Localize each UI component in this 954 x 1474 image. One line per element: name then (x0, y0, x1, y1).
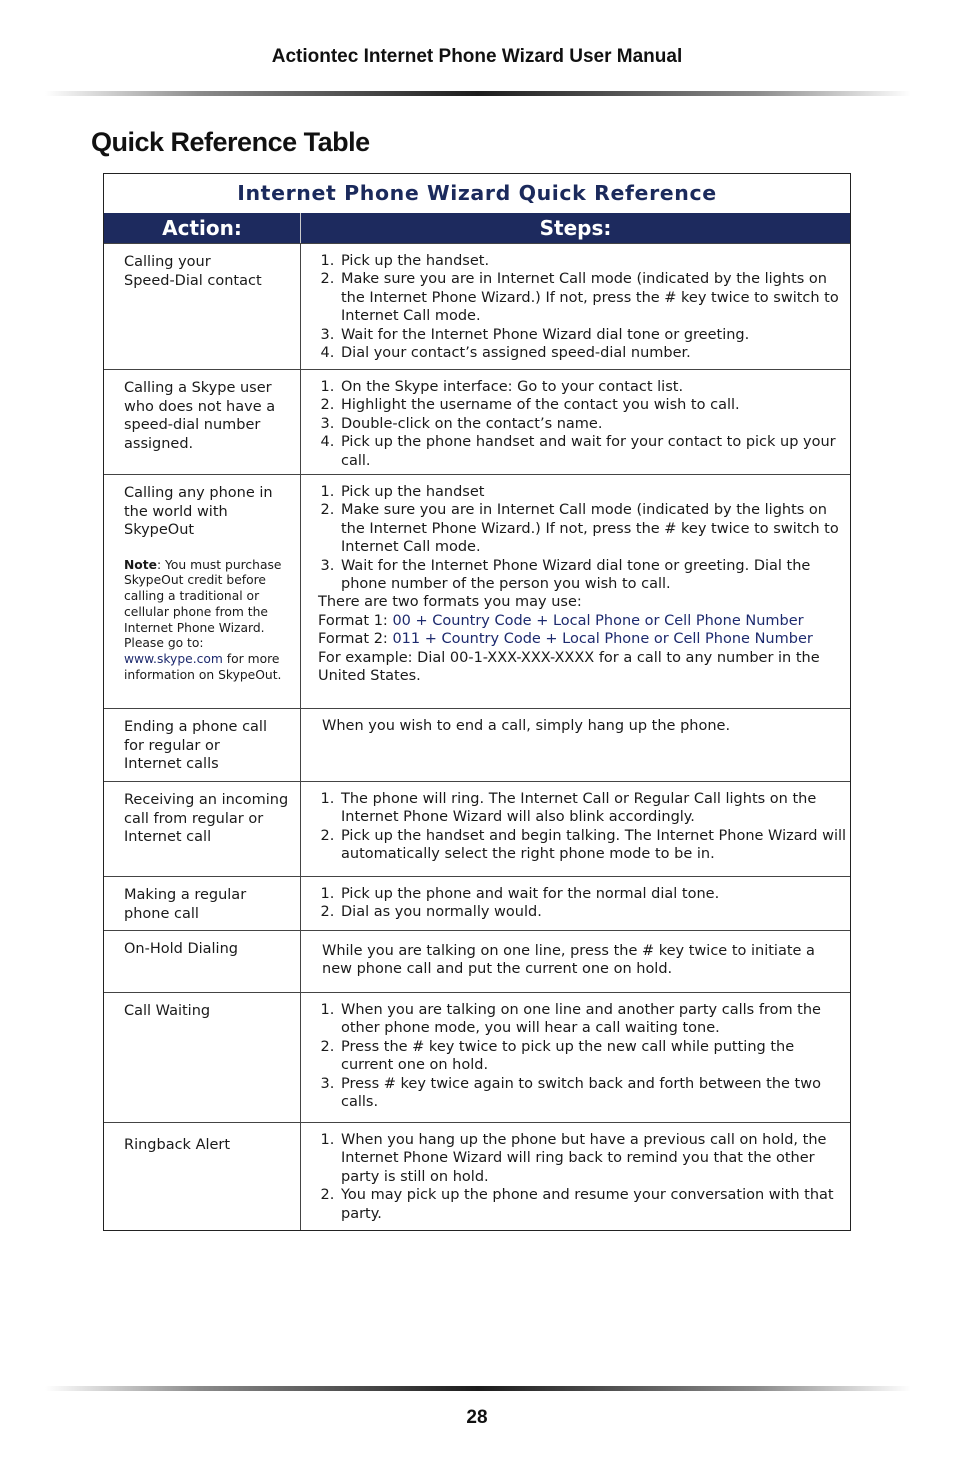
steps-cell (301, 877, 850, 930)
step-item: 1. On the Skype interface: Go to your contact list. (339, 378, 848, 396)
table-row (104, 992, 850, 1122)
table-row (104, 708, 850, 781)
action-cell: On-Hold Dialing (104, 931, 301, 992)
table-header-row (104, 213, 850, 243)
action-cell: Ending a phone call for regular or Internet calls (104, 709, 301, 781)
action-cell: Calling your Speed-Dial contact (104, 244, 301, 369)
steps-cell (301, 475, 850, 708)
step-item: 2. Press the # key twice to pick up the new call while putting the current one on hold. (339, 1038, 848, 1075)
action-label: Calling any phone in the world with SkypeOut (124, 485, 273, 538)
format-2 (318, 630, 848, 648)
step-item: 1. When you hang up the phone but have a previous call on hold, the Internet Phone Wizard will ring back to remind you that the other party is still on hold. (339, 1131, 848, 1186)
step-item: 2. Make sure you are in Internet Call mode (indicated by the lights on the Internet Phone Wizard.) If not, press the # key twice to switch to Internet Call mode. (339, 501, 848, 556)
steps-cell (301, 1123, 850, 1230)
table-caption: Internet Phone Wizard Quick Reference (237, 181, 717, 205)
format-2-value: 011 + Country Code + Local Phone or Cell Phone Number (392, 631, 813, 648)
step-text: While you are talking on one line, press the # key twice to initiate a new phone call and put the current one on hold. (322, 943, 815, 978)
step-text: When you wish to end a call, simply hang up the phone. (322, 718, 731, 734)
action-cell (104, 475, 301, 708)
format-1-value: 00 + Country Code + Local Phone or Cell Phone Number (392, 612, 804, 629)
step-item: 3. Double-click on the contact’s name. (339, 415, 848, 433)
action-cell: Ringback Alert (104, 1123, 301, 1230)
step-item: 2. You may pick up the phone and resume your conversation with that party. (339, 1186, 848, 1223)
table-row (104, 474, 850, 708)
skypeout-note (124, 558, 296, 684)
column-header-steps: Steps: (539, 216, 612, 240)
step-item: 2. Highlight the username of the contact you wish to call. (339, 396, 848, 414)
quick-reference-table (103, 173, 851, 1231)
step-item: 3. Wait for the Internet Phone Wizard dial tone or greeting. Dial the phone number of the person you wish to call. (339, 557, 848, 594)
step-item: 1. Pick up the handset. (339, 252, 848, 270)
step-item: 4. Dial your contact’s assigned speed-dial number. (339, 344, 848, 362)
format-1 (318, 612, 848, 630)
page-number: 28 (466, 1407, 488, 1428)
note-tail: for more information on SkypeOut. (124, 652, 282, 683)
table-row (104, 930, 850, 992)
format-2-label: Format 2: (318, 631, 393, 648)
step-item: 3. Press # key twice again to switch back and forth between the two calls. (339, 1075, 848, 1112)
table-row (104, 369, 850, 474)
note-text: : You must purchase SkypeOut credit before calling a traditional or cellular phone from the Internet Phone Wizard. Please go to: (124, 557, 282, 651)
skype-link[interactable]: www.skype.com (124, 652, 223, 667)
header-divider (45, 91, 911, 96)
step-item: 2. Pick up the handset and begin talking. The Internet Phone Wizard will automatically select the right phone mode to be in. (339, 827, 848, 864)
steps-cell (301, 370, 850, 474)
steps-cell (301, 782, 850, 876)
dial-example: For example: Dial 00-1-XXX-XXX-XXXX for a call to any number in the United States. (318, 649, 820, 685)
formats-intro: There are two formats you may use: (318, 594, 582, 611)
steps-cell (301, 244, 850, 369)
manual-title: Actiontec Internet Phone Wizard User Manual (271, 46, 683, 67)
steps-cell (301, 993, 850, 1122)
column-header-action: Action: (104, 213, 301, 243)
section-title: Quick Reference Table (91, 127, 370, 157)
step-item: 1. Pick up the handset (339, 483, 848, 501)
step-item: 1. Pick up the phone and wait for the normal dial tone. (339, 885, 848, 903)
step-item: 3. Wait for the Internet Phone Wizard dial tone or greeting. (339, 326, 848, 344)
action-cell: Calling a Skype user who does not have a speed-dial number assigned. (104, 370, 301, 474)
step-item: 2. Make sure you are in Internet Call mode (indicated by the lights on the Internet Phone Wizard.) If not, press the # key twice to switch to Internet Call mode. (339, 270, 848, 325)
note-label: Note (124, 557, 157, 572)
action-cell: Receiving an incoming call from regular or Internet call (104, 782, 301, 876)
step-item: 2. Dial as you normally would. (339, 903, 848, 921)
step-item: 1. When you are talking on one line and another party calls from the other phone mode, you will hear a call waiting tone. (339, 1001, 848, 1038)
table-row (104, 243, 850, 369)
format-1-label: Format 1: (318, 612, 393, 629)
action-cell: Call Waiting (104, 993, 301, 1122)
footer-divider (45, 1386, 911, 1391)
steps-cell (301, 709, 850, 781)
table-row (104, 1122, 850, 1230)
step-item: 1. The phone will ring. The Internet Call or Regular Call lights on the Internet Phone Wizard will also blink accordingly. (339, 790, 848, 827)
steps-cell (301, 931, 850, 992)
table-row (104, 876, 850, 930)
table-row (104, 781, 850, 876)
action-cell: Making a regular phone call (104, 877, 301, 930)
step-item: 4. Pick up the phone handset and wait for your contact to pick up your call. (339, 433, 848, 470)
